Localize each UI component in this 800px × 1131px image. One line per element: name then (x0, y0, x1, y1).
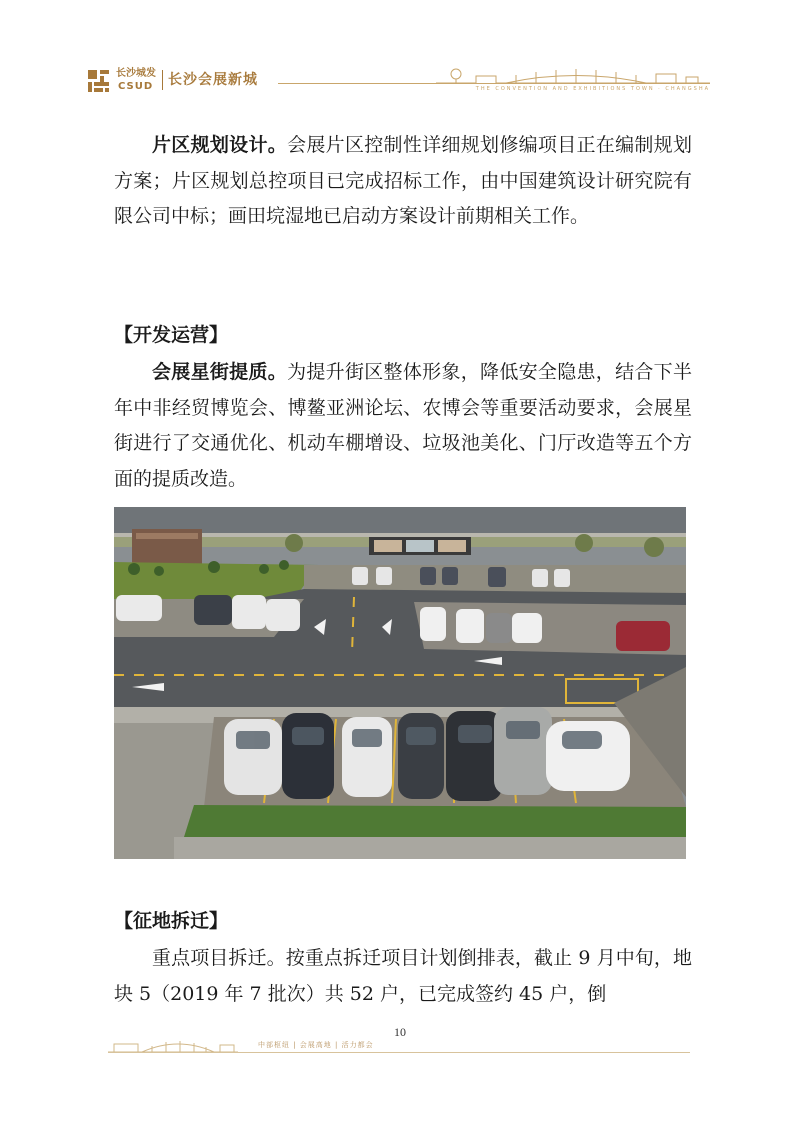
logo-divider (162, 70, 163, 90)
paragraph-body: 为提升街区整体形象，降低安全隐患，结合下半年中非经贸博览会、博鳌亚洲论坛、农博会等重要活动要求，会展星街进行了交通优化、机动车棚增设、垃圾池美化、门厅改造等五个方面的提质改造。 (114, 361, 692, 490)
logo-english-text: CSUD (118, 81, 154, 92)
csud-logo-icon (86, 68, 112, 94)
skyline-decoration-icon (436, 66, 710, 84)
paragraph-lead: 片区规划设计。 (152, 134, 288, 156)
header-subtitle: THE CONVENTION AND EXHIBITIONS TOWN · CHANGSHA (475, 86, 710, 92)
footer-slogan: 中部枢纽 | 会展高地 | 活力都会 (258, 1041, 374, 1049)
paragraph-lead: 会展星街提质。 (152, 361, 288, 383)
paragraph-body: 按重点拆迁项目计划倒排表，截止 9 月中旬，地块 5（2019 年 7 批次）共 52 户，已完成签约 45 户，倒 (114, 947, 692, 1005)
section-heading-land-acquisition: 【征地拆迁】 (114, 910, 229, 932)
paragraph-body: 会展片区控制性详细规划修编项目正在编制规划方案；片区规划总控项目已完成招标工作，由中国建筑设计研究院有限公司中标；画田垸湿地已启动方案设计前期相关工作。 (114, 134, 692, 227)
parking-lot-photo (114, 507, 686, 859)
logo-chinese-text: 长沙城发 (116, 68, 156, 79)
section-heading-development: 【开发运营】 (114, 324, 229, 346)
page-header (0, 0, 800, 110)
brand-name: 长沙会展新城 (168, 72, 258, 88)
paragraph-street-upgrade (114, 355, 692, 497)
paragraph-lead: 重点项目拆迁。 (152, 947, 286, 969)
page-number: 10 (394, 1025, 406, 1039)
paragraph-planning (114, 128, 692, 235)
paragraph-relocation (114, 941, 692, 1012)
footer-rule (108, 1052, 690, 1053)
